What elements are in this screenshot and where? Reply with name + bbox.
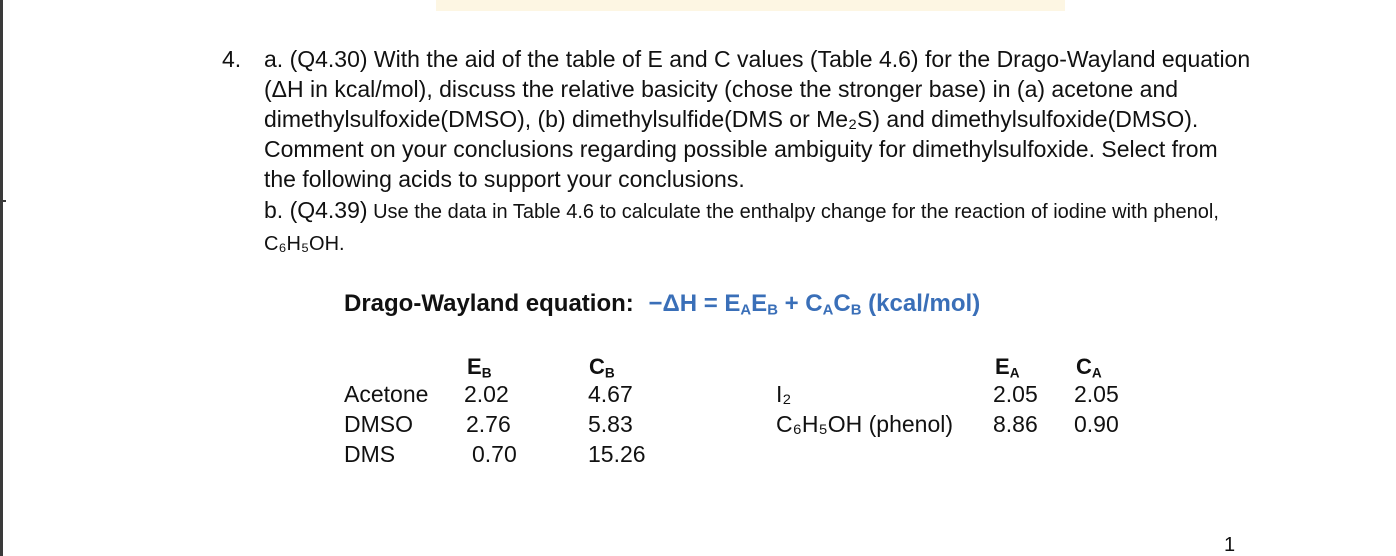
base-name-dmso: DMSO: [344, 411, 413, 437]
question-part-a: a. (Q4.30) With the aid of the table of E and C values (Table 4.6) for the Drago-Wayland equation (ΔH in kcal/mol), discuss the relative basicity (chose the stronger base) in (a) acetone and dimethylsulfoxide(DMSO), (b) dimethylsulfide(DMS or Me₂S) and dimethylsulfoxide(DMSO). Comment on your conclusions regarding possible ambiguity for dimethylsulfoxide. Select from the following acids to support your conclusions.: [264, 46, 1251, 192]
equation-formula: $-\Delta H = E_AE_B + C_AC_B$ (kcal/mol): [648, 290, 981, 319]
base-eb-dms: 0.70: [472, 441, 517, 467]
header-ea: $E_A$: [995, 354, 1020, 381]
window-left-edge: [0, 0, 3, 556]
acid-ca-iodine: 2.05: [1074, 381, 1119, 407]
header-cb: $C_B$: [589, 354, 615, 381]
base-cb-dmso: 5.83: [588, 411, 633, 437]
acid-ea-iodine: 2.05: [993, 381, 1038, 407]
acid-name-iodine: I₂: [776, 381, 792, 407]
base-cb-acetone: 4.67: [588, 381, 633, 407]
header-eb: $E_B$: [467, 354, 492, 381]
equation-label: Drago-Wayland equation:: [344, 290, 634, 317]
base-name-acetone: Acetone: [344, 381, 429, 407]
base-name-dms: DMS: [344, 441, 396, 467]
top-banner: [436, 0, 1065, 11]
question-part-b-text: Use the data in Table 4.6 to calculate the enthalpy change for the reaction of iodine with phenol, C₆H₅OH.: [264, 201, 1219, 255]
base-eb-dmso: 2.76: [466, 411, 511, 437]
acid-ea-phenol: 8.86: [993, 411, 1038, 437]
page-number: 1: [1224, 534, 1236, 556]
base-cb-dms: 15.26: [588, 441, 646, 467]
question-part-b-lead: b. (Q4.39): [264, 197, 368, 223]
acid-name-phenol: C₆H₅OH (phenol): [776, 411, 954, 437]
question-body: [264, 44, 1254, 260]
drago-wayland-equation: [344, 288, 980, 320]
base-eb-acetone: 2.02: [464, 381, 509, 407]
question-number: 4.: [222, 46, 242, 72]
question-part-b: [264, 194, 1254, 260]
acid-ca-phenol: 0.90: [1074, 411, 1119, 437]
window-edge-mark: [0, 200, 6, 202]
header-ca: $C_A$: [1076, 354, 1102, 381]
